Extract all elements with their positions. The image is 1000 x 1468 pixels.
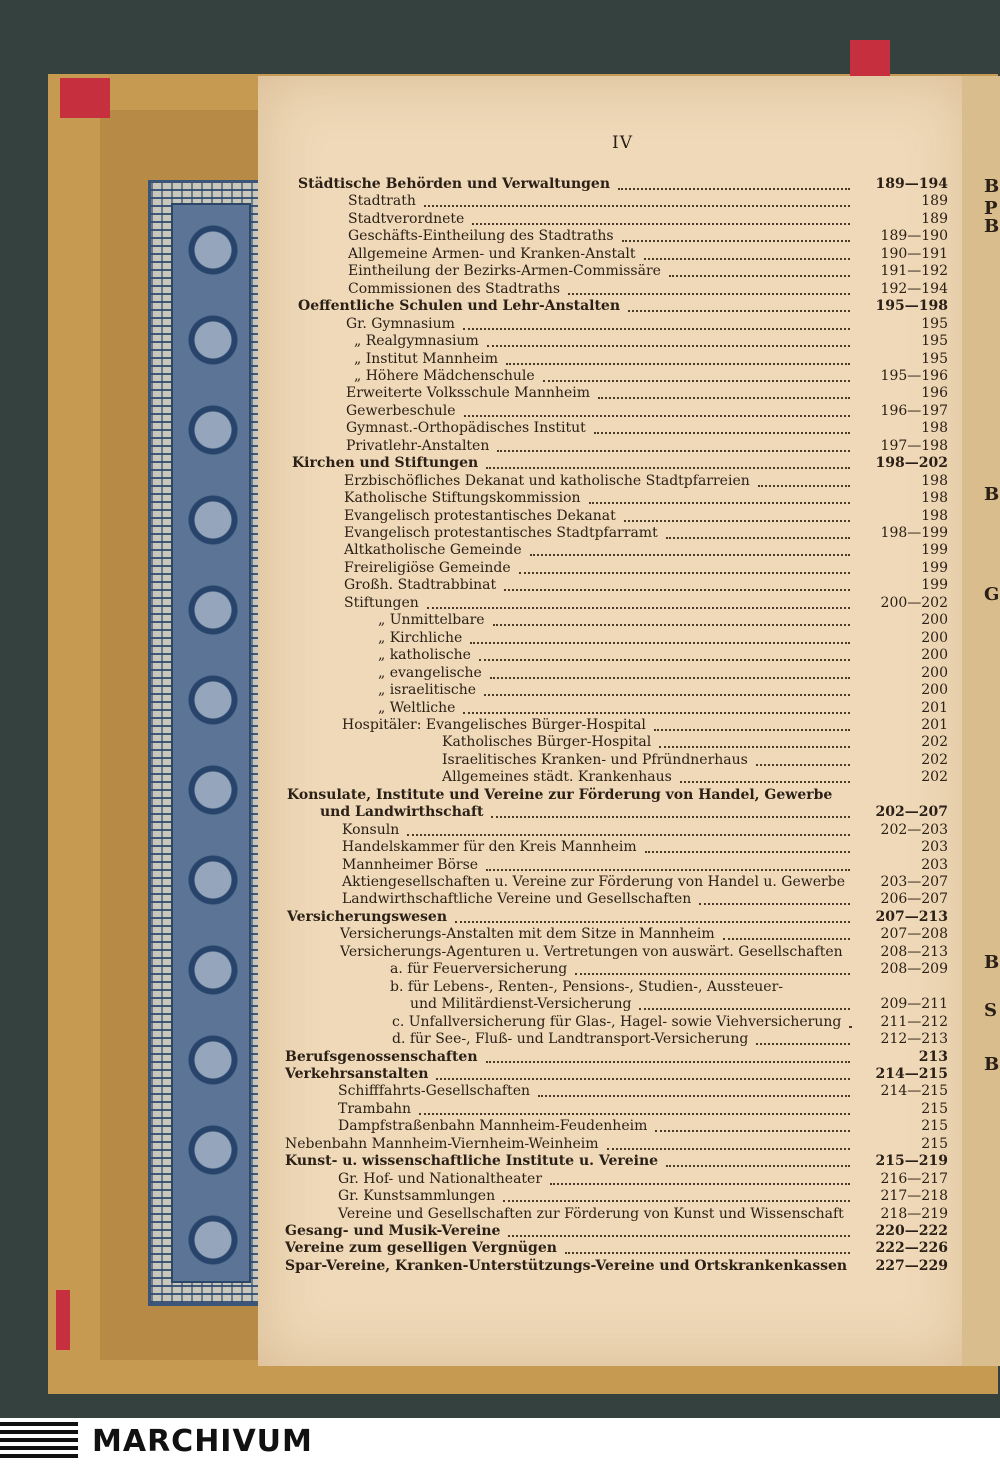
facing-page-edge: [962, 76, 1000, 1366]
toc-entry-title: Aktiengesellschaften u. Vereine zur Förderung von Handel u. Gewerbe: [342, 874, 845, 890]
toc-entry-title: Spar-Vereine, Kranken-Unterstützungs-Vereine und Ortskrankenkassen: [285, 1257, 848, 1274]
toc-entry-pages: 200: [921, 682, 948, 699]
toc-entry: [342, 891, 948, 908]
toc-dot-leader: [472, 211, 850, 225]
toc-entry: [354, 333, 948, 350]
toc-entry-pages: 208—209: [880, 961, 948, 978]
toc-entry: [338, 1101, 948, 1118]
toc-entry-title: Gr. Kunstsammlungen: [338, 1188, 496, 1205]
toc-dot-leader: [680, 769, 850, 783]
toc-entry-title: Versicherungs-Agenturen u. Vertretungen von auswärt. Gesellschaften: [340, 943, 843, 960]
toc-dot-leader: [530, 542, 850, 556]
facing-page-letter: B: [984, 216, 1000, 237]
toc-entry: [342, 717, 948, 734]
toc-entry-pages: 206—207: [880, 891, 948, 908]
toc-entry: [390, 961, 948, 978]
toc-entry-title: Versicherungswesen: [287, 908, 448, 925]
red-corner-bottom: [56, 1290, 70, 1350]
toc-entry: [410, 996, 948, 1013]
toc-dot-leader: [575, 961, 850, 975]
toc-entry-title: Schifffahrts-Gesellschaften: [338, 1083, 531, 1100]
toc-entry: [378, 647, 948, 664]
page-number: IV: [612, 133, 633, 153]
toc-entry-pages: 200: [921, 629, 948, 646]
toc-entry: [298, 298, 948, 315]
toc-entry-pages: 198: [921, 472, 948, 489]
toc-entry: [292, 455, 948, 472]
toc-entry-title: Geschäfts-Eintheilung des Stadtraths: [348, 228, 614, 245]
toc-entry: [285, 1049, 948, 1066]
toc-dot-leader: [470, 630, 850, 644]
toc-entry-title: Konsuln: [342, 821, 400, 838]
toc-dot-leader: [723, 926, 850, 940]
toc-entry-pages: 202: [921, 751, 948, 768]
toc-entry-title: Landwirthschaftliche Vereine und Gesellschaften: [342, 891, 692, 908]
toc-dot-leader: [506, 351, 850, 365]
marchivum-logo-icon: [0, 1422, 78, 1464]
toc-entry-title: Stadtrath: [348, 193, 416, 210]
toc-entry-pages: 215: [921, 1100, 948, 1117]
toc-dot-leader: [659, 734, 850, 748]
toc-dot-leader: [756, 752, 850, 766]
toc-entry-pages: 215: [921, 1118, 948, 1135]
toc-dot-leader: [669, 263, 850, 277]
toc-entry-title: Katholisches Bürger-Hospital: [442, 734, 652, 751]
toc-dot-leader: [628, 298, 850, 312]
toc-entry-title: Erweiterte Volksschule Mannheim: [346, 385, 591, 402]
toc-entry: [340, 926, 948, 943]
toc-entry: [346, 385, 948, 402]
toc-entry-title: Städtische Behörden und Verwaltungen: [298, 176, 610, 192]
toc-entry-pages: 212—213: [880, 1031, 948, 1048]
toc-entry-title: c. Unfallversicherung für Glas-, Hagel- sowie Viehversicherung: [392, 1013, 842, 1030]
toc-entry-title: Trambahn: [338, 1100, 411, 1117]
toc-entry: [348, 246, 948, 263]
toc-entry-title: „ Weltliche: [378, 699, 456, 716]
toc-entry-title: Gr. Hof- und Nationaltheater: [338, 1170, 543, 1187]
toc-entry-title: „ Unmittelbare: [378, 612, 485, 629]
toc-entry-pages: 200—202: [880, 594, 948, 611]
toc-entry: [344, 490, 948, 507]
toc-entry-pages: 202—207: [875, 804, 948, 821]
toc-dot-leader: [758, 473, 850, 487]
toc-entry: [346, 316, 948, 333]
toc-entry: [285, 1153, 948, 1170]
facing-page-letter: B: [984, 1054, 1000, 1075]
toc-entry-title: Gr. Gymnasium: [346, 315, 455, 332]
toc-dot-leader: [622, 228, 850, 242]
toc-entry-title: Katholische Stiftungskommission: [344, 490, 581, 507]
toc-entry-pages: 227—229: [875, 1257, 948, 1274]
facing-page-letter: G: [984, 584, 1000, 605]
toc-entry: [344, 542, 948, 559]
toc-dot-leader: [486, 857, 850, 871]
toc-entry-title: Commissionen des Stadtraths: [348, 280, 561, 297]
facing-page-letter: S: [984, 1000, 997, 1021]
toc-dot-leader: [644, 246, 850, 260]
toc-entry-pages: 199: [921, 542, 948, 559]
toc-entry-title: Kunst- u. wissenschaftliche Institute u. Vereine: [285, 1153, 659, 1170]
toc-entry-pages: 197—198: [880, 437, 948, 454]
toc-entry: [344, 577, 948, 594]
toc-entry-title: „ evangelische: [378, 664, 482, 681]
archive-footer: [0, 1418, 1000, 1468]
toc-entry-title: Mannheimer Börse: [342, 856, 479, 873]
toc-entry-pages: 202: [921, 734, 948, 751]
toc-entry-title: Gesang- und Musik-Vereine: [285, 1223, 501, 1239]
toc-entry-title: Erzbischöfliches Dekanat und katholische Stadtpfarreien: [344, 472, 750, 489]
red-corner-top: [60, 78, 110, 118]
toc-entry: [354, 368, 948, 385]
toc-dot-leader: [666, 525, 850, 539]
toc-entry: [338, 1083, 948, 1100]
toc-entry-title: Gymnast.-Orthopädisches Institut: [346, 420, 586, 437]
toc-entry: [378, 682, 948, 699]
toc-entry-title: „ Institut Mannheim: [354, 350, 499, 367]
toc-entry-title: und Landwirthschaft: [320, 804, 484, 821]
toc-entry: [298, 176, 948, 193]
toc-entry: [378, 630, 948, 647]
toc-entry-pages: 202: [921, 769, 948, 786]
toc-entry: [285, 1240, 948, 1257]
toc-entry-pages: 191—192: [880, 263, 948, 280]
toc-dot-leader: [490, 665, 850, 679]
toc-entry: [348, 228, 948, 245]
toc-dot-leader: [543, 368, 850, 382]
toc-dot-leader: [407, 822, 850, 836]
toc-entry: [285, 1258, 948, 1275]
toc-entry: [348, 281, 948, 298]
toc-entry-title: Eintheilung der Bezirks-Armen-Commissäre: [348, 263, 661, 280]
toc-dot-leader: [503, 1188, 850, 1202]
toc-entry: [338, 1188, 948, 1205]
toc-entry: [338, 1118, 948, 1135]
toc-entry-title: Vereine und Gesellschaften zur Förderung von Kunst und Wissenschaft: [338, 1205, 844, 1222]
toc-entry-pages: 199: [921, 577, 948, 594]
toc-entry: [320, 804, 948, 821]
toc-entry-pages: 201: [921, 716, 948, 733]
toc-entry-title: Oeffentliche Schulen und Lehr-Anstalten: [298, 298, 621, 315]
toc-entry-title: Kirchen und Stiftungen: [292, 455, 479, 472]
toc-dot-leader: [424, 193, 850, 207]
toc-entry-pages: 201: [921, 699, 948, 716]
toc-entry-title: b. für Lebens-, Renten-, Pensions-, Studien-, Aussteuer-: [390, 978, 784, 995]
toc-entry-title: Evangelisch protestantisches Stadtpfarramt: [344, 525, 658, 541]
toc-dot-leader: [504, 577, 850, 591]
toc-entry-title: Allgemeine Armen- und Kranken-Anstalt: [348, 245, 636, 262]
toc-entry: [378, 700, 948, 717]
toc-entry-pages: 195—198: [875, 298, 948, 315]
toc-entry-title: Vereine zum geselligen Vergnügen: [285, 1240, 557, 1257]
facing-page-letter: P: [984, 198, 998, 219]
ornamental-endpaper-pattern: [148, 180, 274, 1306]
toc-entry-pages: 196: [921, 385, 948, 402]
toc-entry-title: Freireligiöse Gemeinde: [344, 559, 511, 576]
toc-entry: [285, 1136, 948, 1153]
facing-page-letter: B: [984, 952, 1000, 973]
toc-entry-pages: 190—191: [880, 245, 948, 262]
toc-dot-leader: [594, 420, 850, 434]
toc-entry: [442, 734, 948, 751]
toc-entry-title: Altkatholische Gemeinde: [344, 542, 522, 559]
toc-entry: [344, 508, 948, 525]
toc-entry-pages: 198—199: [880, 525, 948, 541]
toc-entry-title: Dampfstraßenbahn Mannheim-Feudenheim: [338, 1118, 648, 1135]
toc-entry: [346, 403, 948, 420]
toc-entry-pages: 207—208: [880, 926, 948, 943]
toc-entry-pages: 215—219: [875, 1153, 948, 1170]
facing-page-letter: B: [984, 484, 1000, 505]
toc-entry: [346, 420, 948, 437]
toc-entry: [338, 1171, 948, 1188]
toc-dot-leader: [699, 891, 850, 905]
toc-entry-pages: 189: [921, 193, 948, 210]
toc-entry-title: Stadtverordnete: [348, 210, 465, 227]
toc-entry-pages: 211—212: [880, 1013, 948, 1030]
toc-entry-pages: 207—213: [875, 908, 948, 925]
toc-entry-pages: 200: [921, 664, 948, 681]
toc-entry-pages: 195: [921, 350, 948, 367]
toc-dot-leader: [598, 385, 850, 399]
facing-page-letter: B: [984, 176, 1000, 197]
toc-entry: [348, 193, 948, 210]
toc-dot-leader: [497, 438, 850, 452]
toc-entry: [442, 769, 948, 786]
toc-entry-title: Allgemeines städt. Krankenhaus: [442, 769, 672, 786]
toc-entry-title: Hospitäler: Evangelisches Bürger-Hospital: [342, 716, 646, 733]
toc-dot-leader: [464, 403, 851, 417]
toc-entry-pages: 198: [921, 420, 948, 437]
toc-entry: [344, 473, 948, 490]
toc-dot-leader: [491, 804, 850, 818]
toc-entry: [344, 560, 948, 577]
toc-entry-pages: 195: [921, 315, 948, 332]
toc-entry: [392, 1031, 948, 1048]
toc-entry-pages: 198—202: [875, 455, 948, 472]
toc-entry-title: und Militärdienst-Versicherung: [410, 996, 632, 1013]
toc-entry-title: „ Realgymnasium: [354, 333, 479, 350]
toc-entry-pages: 195—196: [880, 367, 948, 384]
toc-dot-leader: [624, 508, 850, 522]
toc-entry-title: Versicherungs-Anstalten mit dem Sitze in Mannheim: [340, 926, 715, 943]
toc-entry-title: Israelitisches Kranken- und Pfründnerhaus: [442, 751, 748, 768]
toc-dot-leader: [654, 717, 850, 731]
toc-entry-pages: 215: [921, 1135, 948, 1152]
toc-entry-pages: 189: [921, 210, 948, 227]
toc-entry-pages: 196—197: [880, 402, 948, 419]
toc-entry-title: Gewerbeschule: [346, 402, 456, 419]
red-spine-top: [850, 40, 890, 76]
ornament-panel: [171, 203, 251, 1283]
toc-dot-leader: [550, 1171, 850, 1185]
toc-entry: [340, 944, 948, 961]
toc-entry: [342, 839, 948, 856]
toc-entry-pages: 189—190: [880, 228, 948, 245]
toc-entry: [285, 1223, 948, 1240]
toc-dot-leader: [508, 1223, 850, 1237]
toc-dot-leader: [455, 909, 850, 923]
toc-dot-leader: [568, 281, 850, 295]
toc-dot-leader: [607, 1136, 850, 1150]
toc-entry-pages: 198: [921, 507, 948, 524]
toc-dot-leader: [666, 1153, 850, 1167]
toc-dot-leader: [493, 612, 850, 626]
toc-dot-leader: [756, 1031, 850, 1045]
toc-dot-leader: [436, 1066, 850, 1080]
toc-entry-title: „ katholische: [378, 647, 471, 664]
toc-entry-pages: 217—218: [880, 1188, 948, 1205]
toc-entry-title: „ Kirchliche: [378, 629, 463, 646]
toc-dot-leader: [463, 700, 850, 714]
toc-entry-title: „ israelitische: [378, 682, 477, 699]
toc-entry: [338, 1206, 948, 1223]
toc-entry-title: Verkehrsanstalten: [285, 1065, 429, 1082]
toc-entry: [287, 787, 948, 804]
toc-entry-title: Handelskammer für den Kreis Mannheim: [342, 839, 637, 856]
toc-dot-leader: [849, 1014, 850, 1028]
toc-entry-title: Nebenbahn Mannheim-Viernheim-Weinheim: [285, 1135, 599, 1152]
toc-entry-pages: 222—226: [875, 1240, 948, 1257]
toc-entry-pages: 214—215: [880, 1083, 948, 1100]
toc-entry-title: Stiftungen: [344, 594, 419, 611]
toc-entry: [342, 822, 948, 839]
toc-entry-title: Berufsgenossenschaften: [285, 1048, 478, 1065]
toc-dot-leader: [538, 1083, 850, 1097]
toc-dot-leader: [479, 647, 850, 661]
toc-entry: [378, 665, 948, 682]
toc-dot-leader: [639, 996, 850, 1010]
toc-entry-pages: 192—194: [880, 280, 948, 297]
toc-entry: [344, 595, 948, 612]
toc-entry-pages: 203—207: [880, 874, 948, 890]
toc-dot-leader: [484, 682, 850, 696]
toc-entry-pages: 199: [921, 559, 948, 576]
toc-entry-pages: 209—211: [880, 996, 948, 1013]
toc-dot-leader: [487, 333, 850, 347]
toc-entry-pages: 203: [921, 856, 948, 873]
toc-dot-leader: [486, 1049, 851, 1063]
toc-entry: [442, 752, 948, 769]
toc-entry: [390, 979, 948, 996]
toc-dot-leader: [419, 1101, 850, 1115]
toc-entry: [346, 438, 948, 455]
toc-entry-pages: 214—215: [875, 1065, 948, 1082]
toc-dot-leader: [486, 455, 850, 469]
toc-entry-pages: 218—219: [880, 1205, 948, 1222]
toc-entry: [285, 1066, 948, 1083]
toc-entry-title: Konsulate, Institute und Vereine zur Förderung von Handel, Gewerbe: [287, 786, 833, 803]
toc-entry-pages: 216—217: [880, 1170, 948, 1187]
toc-entry-title: a. für Feuerversicherung: [390, 961, 568, 978]
toc-entry-pages: 208—213: [880, 943, 948, 960]
toc-dot-leader: [645, 839, 850, 853]
toc-entry-pages: 220—222: [875, 1223, 948, 1239]
toc-entry-pages: 200: [921, 612, 948, 629]
toc-entry: [378, 612, 948, 629]
toc-entry: [342, 857, 948, 874]
toc-dot-leader: [565, 1240, 850, 1254]
toc-entry-pages: 200: [921, 647, 948, 664]
toc-entry-title: Evangelisch protestantisches Dekanat: [344, 507, 616, 524]
toc-dot-leader: [618, 176, 850, 190]
toc-dot-leader: [463, 316, 850, 330]
toc-entry-pages: 203: [921, 839, 948, 856]
toc-entry: [348, 211, 948, 228]
toc-entry-title: Großh. Stadtrabbinat: [344, 577, 497, 594]
toc-entry: [348, 263, 948, 280]
archive-name: MARCHIVUM: [92, 1424, 313, 1459]
toc-dot-leader: [519, 560, 850, 574]
toc-dot-leader: [589, 490, 850, 504]
toc-entry-pages: 213: [918, 1048, 948, 1065]
toc-entry: [354, 351, 948, 368]
toc-dot-leader: [427, 595, 850, 609]
toc-dot-leader: [655, 1118, 850, 1132]
toc-entry-pages: 198: [921, 490, 948, 507]
toc-entry: [392, 1014, 948, 1031]
toc-entry: [344, 525, 948, 542]
toc-entry-pages: 195: [921, 333, 948, 350]
toc-entry-title: „ Höhere Mädchenschule: [354, 367, 535, 384]
toc-entry-pages: 189—194: [875, 176, 948, 192]
toc-entry-pages: 202—203: [880, 821, 948, 838]
toc-entry: [342, 874, 948, 891]
toc-entry-title: Privatlehr-Anstalten: [346, 437, 490, 454]
toc-entry: [287, 909, 948, 926]
toc-entry-title: d. für See-, Fluß- und Landtransport-Versicherung: [392, 1031, 749, 1048]
